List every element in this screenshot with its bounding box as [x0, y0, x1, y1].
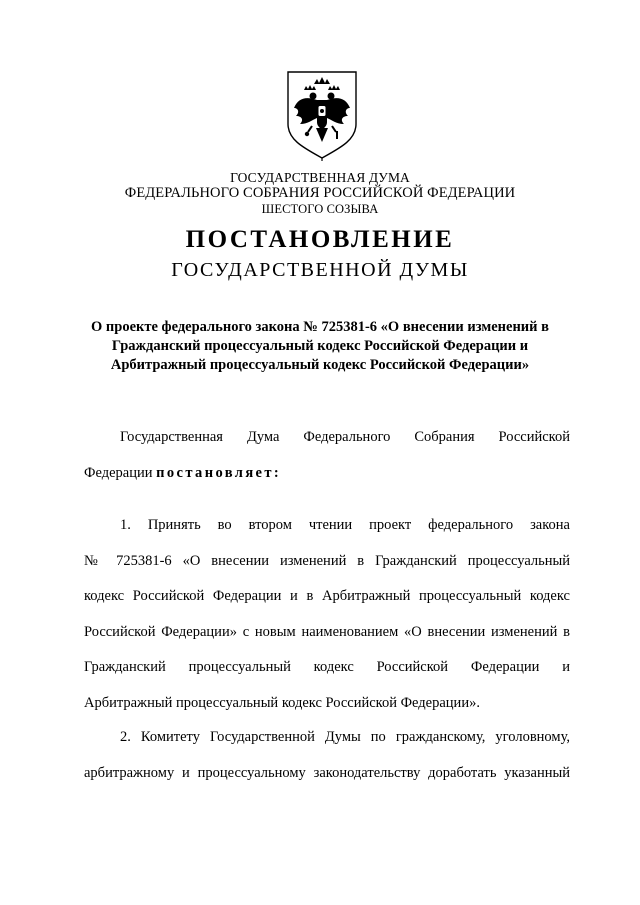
preamble-text: Федерации [84, 464, 157, 481]
item-1-line: Арбитражный процессуальный кодекс Российской Федерации». [84, 694, 480, 711]
subject-line: О проекте федерального закона № 725381-6 «О внесении изменений в [91, 319, 549, 335]
subject-line: Гражданский процессуальный кодекс Российской Федерации и [111, 338, 529, 354]
item-1-line: № 725381-6 «О внесении изменений в Гражданский процессуальный [84, 552, 570, 569]
preamble-line [84, 456, 570, 492]
org-name-line2: ФЕДЕРАЛЬНОГО СОБРАНИЯ РОССИЙСКОЙ ФЕДЕРАЦИИ [124, 185, 516, 201]
resolution-verb: постановляет: [156, 464, 282, 481]
item-1-line: 1. Принять во втором чтении проект федерального закона [120, 517, 570, 533]
org-name-line1: ГОСУДАРСТВЕННАЯ ДУМА [230, 170, 410, 185]
document-issuer-title: ГОСУДАРСТВЕННОЙ ДУМЫ [171, 259, 469, 281]
subject-line: Арбитражный процессуальный кодекс Российской Федерации» [110, 357, 530, 373]
convocation-line: ШЕСТОГО СОЗЫВА [261, 202, 379, 216]
coat-of-arms-emblem [284, 68, 360, 162]
item-2-line: 2. Комитету Государственной Думы по гражданскому, уголовному, [120, 729, 570, 745]
item-1-paragraph [84, 508, 570, 721]
item-2-line: арбитражному и процессуальному законодательству доработать указанный [84, 764, 570, 781]
item-1-line: Российской Федерации» с новым наименованием «О внесении изменений в [84, 623, 570, 640]
item-1-line: Гражданский процессуальный кодекс Российской Федерации и [84, 659, 570, 675]
preamble-paragraph [84, 420, 570, 491]
item-2-paragraph [84, 720, 570, 791]
document-subject [60, 318, 580, 375]
preamble-line: Государственная Дума Федерального Собрания Российской [120, 429, 570, 445]
document-type-title: ПОСТАНОВЛЕНИЕ [185, 226, 455, 253]
item-1-line: кодекс Российской Федерации и в Арбитражный процессуальный кодекс [84, 588, 570, 604]
